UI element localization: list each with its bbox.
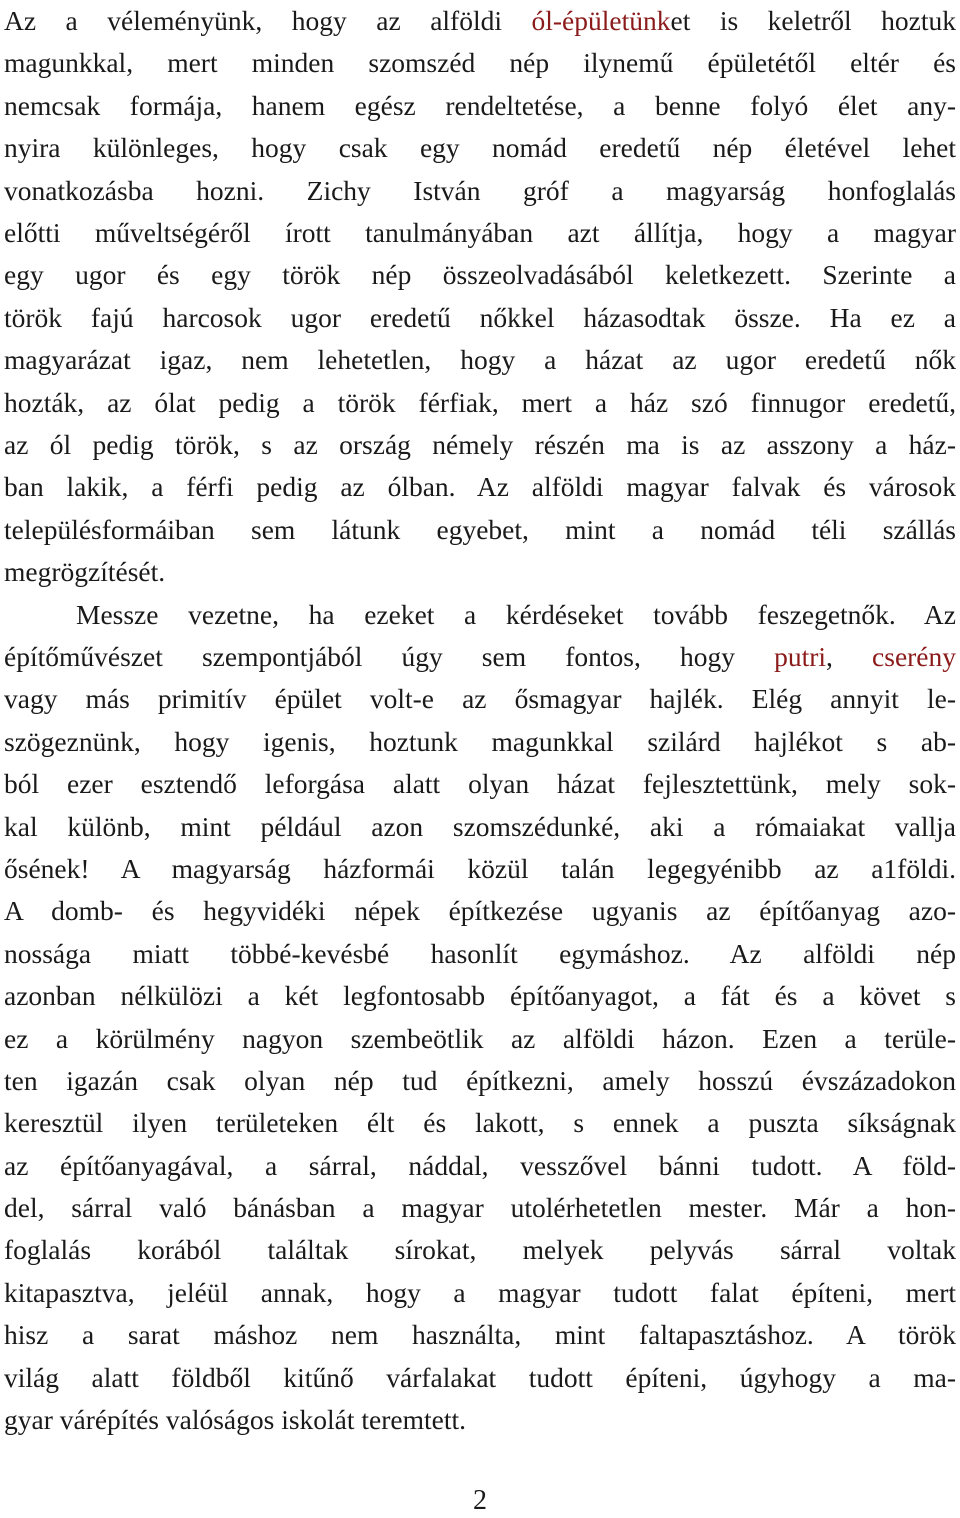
text-line: világ alatt földből kitűnő várfalakat tudott építeni, úgyhogy a ma- xyxy=(4,1361,956,1393)
text-segment: építőművészet szempontjából úgy sem fontos, hogy xyxy=(4,640,775,672)
link-putri[interactable]: putri xyxy=(774,640,827,672)
link-cseremy[interactable]: cserény xyxy=(872,640,957,672)
paragraph-2 xyxy=(4,594,956,1442)
text-line: szögeznünk, hogy igenis, hoztunk magunkkal szilárd hajlékot s ab- xyxy=(4,725,956,757)
text-line: kitapasztva, jeléül annak, hogy a magyar tudott falat építeni, mert xyxy=(4,1276,956,1308)
text-line: keresztül ilyen területeken élt és lakott, s ennek a puszta síkságnak xyxy=(4,1107,956,1139)
text-line: azonban nélkülözi a két legfontosabb építőanyagot, a fát és a követ s xyxy=(4,980,956,1012)
page-number: 2 xyxy=(473,1485,487,1516)
text-line: ból ezer esztendő leforgása alatt olyan házat fejlesztettünk, mely sok- xyxy=(4,768,956,800)
text-line: magyarázat igaz, nem lehetetlen, hogy a házat az ugor eredetű nők xyxy=(4,344,956,376)
text-segment: Az a véleményünk, hogy az alföldi xyxy=(4,5,532,36)
text-line: előtti műveltségéről írott tanulmányában azt állítja, hogy a magyar xyxy=(4,216,956,248)
text-line: megrögzítését. xyxy=(4,556,166,588)
text-line: ten igazán csak olyan nép tud építkezni, amely hosszú évszázadokon xyxy=(4,1064,956,1096)
text-line xyxy=(4,0,956,42)
text-line: gyar várépítés valóságos iskolát teremtett. xyxy=(4,1404,467,1436)
link-ol-epuletunk[interactable]: ól-épületünk xyxy=(531,5,671,36)
text-segment: et is keletről hoztuk xyxy=(670,5,956,36)
text-line: kal különb, mint például azon szomszédunké, aki a rómaiakat vallja xyxy=(4,810,956,842)
text-line xyxy=(4,636,956,678)
text-line: nossága miatt többé-kevésbé hasonlít egymáshoz. Az alföldi nép xyxy=(4,937,956,969)
text-line: az ól pedig török, s az ország némely részén ma is az asszony a ház- xyxy=(4,428,956,460)
text-line: vonatkozásba hozni. Zichy István gróf a magyarság honfoglalás xyxy=(4,174,956,206)
text-line: vagy más primitív épület volt-e az ősmagyar hajlék. Elég annyit le- xyxy=(4,683,956,715)
text-line: török fajú harcosok ugor eredetű nőkkel házasodtak össze. Ha ez a xyxy=(4,301,956,333)
text-line: del, sárral való bánásban a magyar utolérhetetlen mester. Már a hon- xyxy=(4,1192,956,1224)
text-line: ban lakik, a férfi pedig az ólban. Az alföldi magyar falvak és városok xyxy=(4,471,956,503)
text-line: hisz a sarat máshoz nem használta, mint faltapasztáshoz. A török xyxy=(4,1319,956,1351)
text-line: nemcsak formája, hanem egész rendeltetése, a benne folyó élet any- xyxy=(4,89,956,121)
text-line: A domb- és hegyvidéki népek építkezése ugyanis az építőanyag azo- xyxy=(4,895,956,927)
text-line: nyira különleges, hogy csak egy nomád eredetű nép életével lehet xyxy=(4,132,956,164)
text-line: magunkkal, mert minden szomszéd nép ilynemű épületétől eltér és xyxy=(4,47,956,79)
text-line: egy ugor és egy török nép összeolvadásából keletkezett. Szerinte a xyxy=(4,259,956,291)
text-line: településformáiban sem látunk egyebet, mint a nomád téli szállás xyxy=(4,513,956,545)
text-line: ez a körülmény nagyon szembeötlik az alföldi házon. Ezen a terüle- xyxy=(4,1022,956,1054)
text-line: ősének! A magyarság házformái közül talán legegyénibb az a1földi. xyxy=(4,852,956,884)
text-segment: , xyxy=(826,640,873,672)
text-line: Messze vezetne, ha ezeket a kérdéseket tovább feszegetnők. Az xyxy=(76,598,956,630)
paragraph-1 xyxy=(4,0,956,593)
text-line: az építőanyagával, a sárral, náddal, vesszővel bánni tudott. A föld- xyxy=(4,1149,956,1181)
text-line: hozták, az ólat pedig a török férfiak, mert a ház szó finnugor eredetű, xyxy=(4,386,956,418)
text-line: foglalás korából találtak sírokat, melyek pelyvás sárral voltak xyxy=(4,1234,956,1266)
